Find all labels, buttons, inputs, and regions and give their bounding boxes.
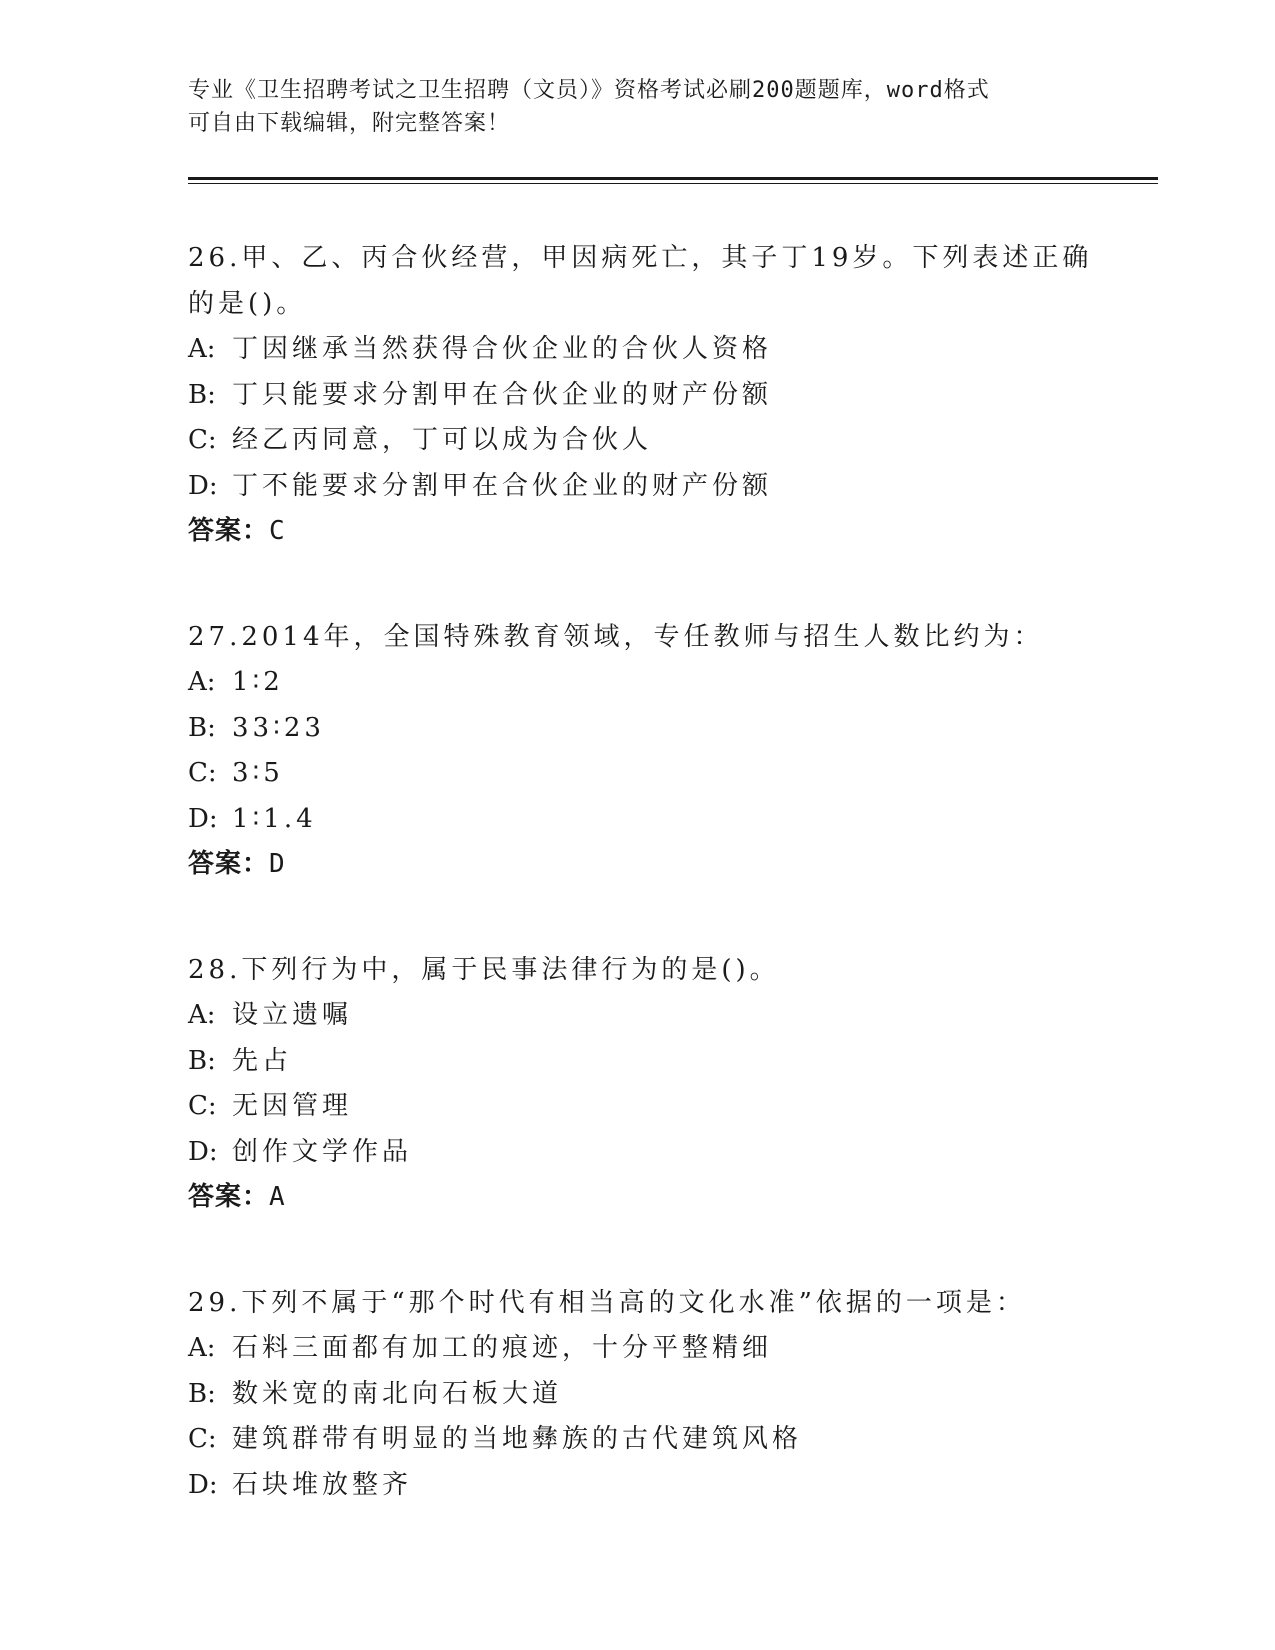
option-text: 石料三面都有加工的痕迹，十分平整精细 [232,1333,773,1363]
header-rule-thin [188,183,1158,184]
option-letter: D: [188,470,218,501]
question-block [188,236,1138,555]
question-stem-line: 的是()。 [188,288,307,319]
option-text: 丁因继承当然获得合伙企业的合伙人资格 [232,334,773,364]
answer-option [188,706,1138,752]
answer-value: D [269,849,286,879]
option-text: 丁不能要求分割甲在合伙企业的财产份额 [232,470,773,501]
option-letter: A: [188,1333,216,1363]
option-text: 1∶2 [232,667,284,697]
option-text: 无因管理 [232,1091,353,1121]
option-letter: B: [188,1045,216,1076]
answer-option [188,1372,1138,1418]
option-letter: B: [188,379,216,410]
option-letter: C: [188,1091,217,1121]
header-line-1: 专业《卫生招聘考试之卫生招聘（文员）》资格考试必刷200题题库，word格式 [188,78,990,103]
answer-label: 答案： [188,516,270,546]
option-letter: B: [188,712,216,743]
option-letter: C: [188,1424,217,1454]
question-block [188,948,1138,1221]
answer-option [188,1463,1138,1509]
answer-label: 答案： [188,849,270,879]
option-text: 3∶5 [232,758,284,788]
header-line-2: 可自由下载编辑，附完整答案！ [188,111,511,136]
option-text: 1∶1.4 [232,803,317,834]
answer-option [188,418,1138,464]
option-letter: D: [188,1136,218,1167]
answer-option [188,1326,1138,1372]
option-letter: D: [188,803,218,834]
answer-option [188,1417,1138,1463]
answer-line [188,842,1138,888]
answer-option [188,660,1138,706]
answer-option [188,464,1138,510]
answer-value: A [269,1182,286,1212]
answer-option [188,1084,1138,1130]
option-text: 数米宽的南北向石板大道 [232,1378,563,1409]
option-text: 33∶23 [232,712,325,743]
option-text: 创作文学作品 [232,1136,413,1167]
option-letter: C: [188,758,217,788]
option-text: 先占 [232,1045,293,1076]
answer-option [188,1039,1138,1085]
answer-option [188,751,1138,797]
answer-line [188,1175,1138,1221]
question-list [188,236,1138,1568]
option-letter: A: [188,1000,216,1030]
answer-option [188,373,1138,419]
answer-option [188,797,1138,843]
question-stem-line: 29.下列不属于“那个时代有相当高的文化水准”依据的一项是： [188,1287,1026,1318]
option-letter: C: [188,425,217,455]
option-letter: A: [188,334,216,364]
option-text: 经乙丙同意，丁可以成为合伙人 [232,425,653,455]
header-rule-thick [188,177,1158,180]
option-letter: B: [188,1378,216,1409]
answer-option [188,993,1138,1039]
question-stem-line: 27.2014年，全国特殊教育领域，专任教师与招生人数比约为： [188,621,1044,652]
answer-line [188,509,1138,555]
option-text: 丁只能要求分割甲在合伙企业的财产份额 [232,379,773,410]
document-header [188,74,1068,140]
option-text: 石块堆放整齐 [232,1469,413,1500]
answer-label: 答案： [188,1182,270,1212]
option-text: 设立遗嘱 [232,1000,353,1030]
answer-value: C [269,516,286,546]
option-text: 建筑群带有明显的当地彝族的古代建筑风格 [232,1424,803,1454]
question-stem-line: 28.下列行为中，属于民事法律行为的是()。 [188,954,780,985]
question-block [188,615,1138,888]
option-letter: D: [188,1469,218,1500]
question-stem-line: 26.甲、乙、丙合伙经营，甲因病死亡，其子丁19岁。下列表述正确 [188,243,1093,273]
option-letter: A: [188,667,216,697]
answer-option [188,327,1138,373]
answer-option [188,1130,1138,1176]
question-block [188,1281,1138,1509]
